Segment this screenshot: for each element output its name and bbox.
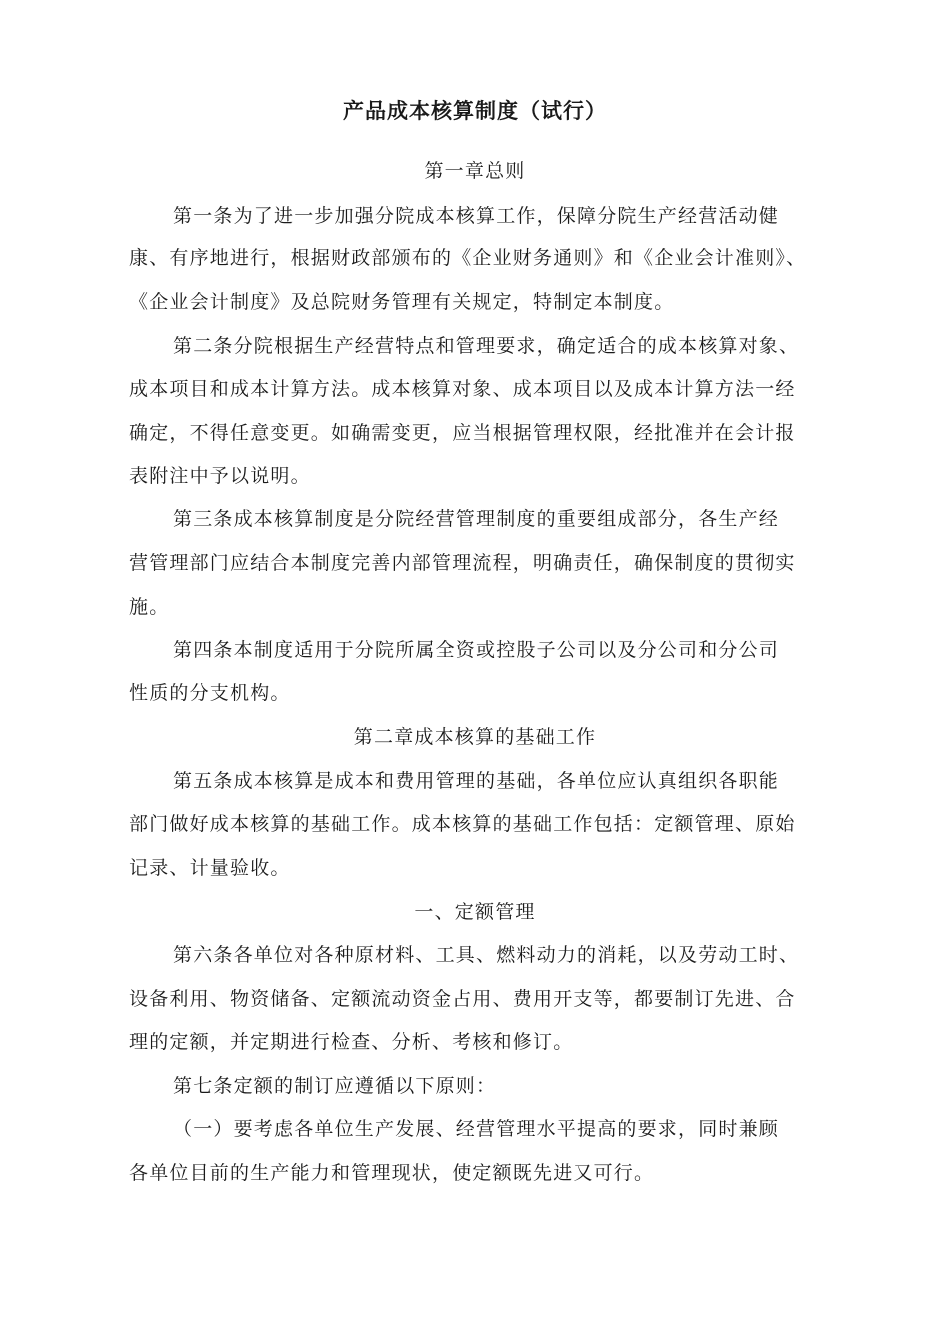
article-1-line-1: 第一条为了进一步加强分院成本核算工作，保障分院生产经营活动健 — [173, 205, 780, 227]
article-2-line-3: 确定，不得任意变更。如确需变更，应当根据管理权限，经批准并在会计报 — [129, 422, 796, 444]
chapter-2-heading: 第二章成本核算的基础工作 — [353, 726, 597, 748]
section-1-heading: 一、定额管理 — [414, 901, 536, 923]
article-2-line-1: 第二条分院根据生产经营特点和管理要求，确定适合的成本核算对象、 — [173, 335, 800, 357]
article-5-line-2: 部门做好成本核算的基础工作。成本核算的基础工作包括：定额管理、原始 — [129, 813, 796, 835]
article-7-line-1: 第七条定额的制订应遵循以下原则： — [173, 1075, 497, 1097]
article-1-line-3: 《企业会计制度》及总院财务管理有关规定，特制定本制度。 — [129, 291, 675, 313]
article-5-line-3: 记录、计量验收。 — [129, 857, 291, 879]
article-6-line-1: 第六条各单位对各种原材料、工具、燃料动力的消耗，以及劳动工时、 — [173, 944, 800, 966]
article-3-line-2: 营管理部门应结合本制度完善内部管理流程，明确责任，确保制度的贯彻实 — [129, 552, 796, 574]
article-2-line-4: 表附注中予以说明。 — [129, 465, 311, 487]
item-1-line-1: （一）要考虑各单位生产发展、经营管理水平提高的要求，同时兼顾 — [173, 1118, 780, 1140]
document-title: 产品成本核算制度（试行） — [343, 99, 607, 123]
item-1-line-2: 各单位目前的生产能力和管理现状，使定额既先进又可行。 — [129, 1162, 655, 1184]
article-2-line-2: 成本项目和成本计算方法。成本核算对象、成本项目以及成本计算方法一经 — [129, 378, 796, 400]
article-3-line-3: 施。 — [129, 596, 170, 618]
chapter-1-heading: 第一章总则 — [424, 160, 526, 182]
article-6-line-3: 理的定额，并定期进行检查、分析、考核和修订。 — [129, 1031, 574, 1053]
article-4-line-2: 性质的分支机构。 — [129, 682, 291, 704]
article-5-line-1: 第五条成本核算是成本和费用管理的基础，各单位应认真组织各职能 — [173, 770, 780, 792]
article-4-line-1: 第四条本制度适用于分院所属全资或控股子公司以及分公司和分公司 — [173, 639, 780, 661]
article-1-line-2: 康、有序地进行，根据财政部颁布的《企业财务通则》和《企业会计准则》、 — [129, 247, 807, 269]
article-6-line-2: 设备利用、物资储备、定额流动资金占用、费用开支等，都要制订先进、合 — [129, 988, 796, 1010]
article-3-line-1: 第三条成本核算制度是分院经营管理制度的重要组成部分，各生产经 — [173, 508, 780, 530]
